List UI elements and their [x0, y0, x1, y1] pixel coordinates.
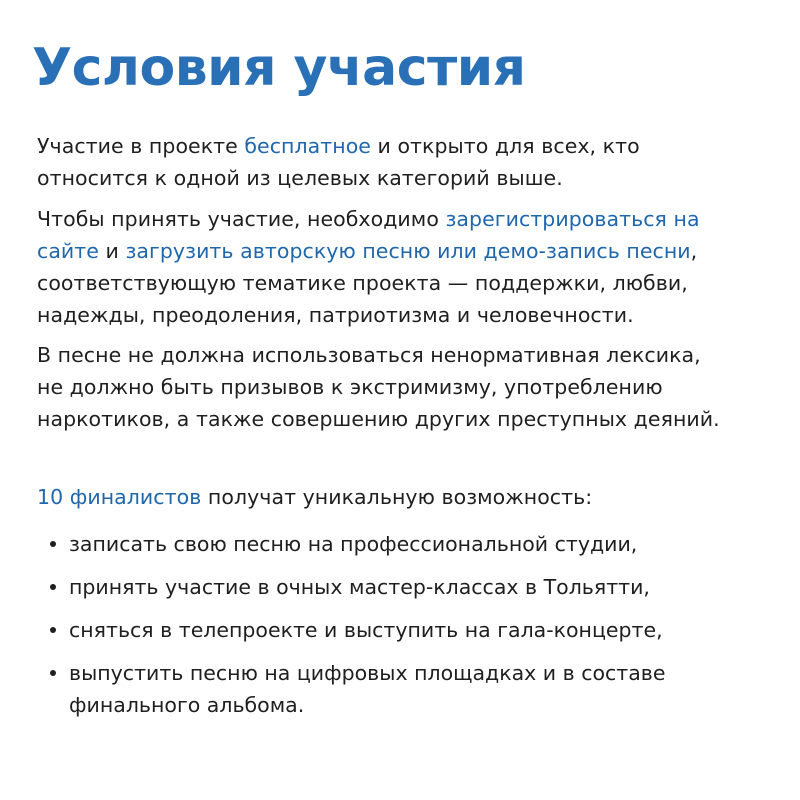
text-line: Чтобы принять участие, необходимо зарегистрироваться на — [37, 207, 700, 231]
register-link-part2: сайте — [37, 239, 99, 263]
finalists-highlight: 10 финалистов — [37, 485, 202, 509]
text-line: сайте и загрузить авторскую песню или демо-запись песни, — [37, 239, 698, 263]
paragraph-free-participation — [37, 130, 640, 194]
text-line: В песне не должна использоваться ненормативная лексика, — [37, 343, 701, 367]
paragraph-restrictions — [37, 339, 720, 435]
text-line: относится к одной из целевых категорий выше. — [37, 166, 563, 190]
list-item: сняться в телепроекте и выступить на гала-концерте, — [50, 614, 666, 646]
text-line: Участие в проекте бесплатное и открыто для всех, кто — [37, 134, 640, 158]
upload-song-highlight: загрузить авторскую песню или демо-запись песни — [125, 239, 691, 263]
page-title: Условия участия — [32, 38, 526, 98]
text-line: не должно быть призывов к экстримизму, употреблению — [37, 375, 663, 399]
list-item: записать свою песню на профессиональной студии, — [50, 528, 666, 560]
benefits-list — [50, 528, 666, 732]
text-line: наркотиков, а также совершению других преступных деяний. — [37, 407, 720, 431]
paragraph-finalists: 10 финалистов получат уникальную возможность: — [37, 485, 593, 509]
register-link-part1: зарегистрироваться на — [445, 207, 700, 231]
highlight-free: бесплатное — [244, 134, 371, 158]
paragraph-how-to-participate — [37, 203, 700, 331]
list-item: выпустить песню на цифровых площадках и в составе финального альбома. — [50, 657, 666, 721]
list-item: принять участие в очных мастер-классах в Тольятти, — [50, 571, 666, 603]
text-line: соответствующую тематике проекта — поддержки, любви, — [37, 271, 688, 295]
text-line: надежды, преодоления, патриотизма и человечности. — [37, 303, 634, 327]
